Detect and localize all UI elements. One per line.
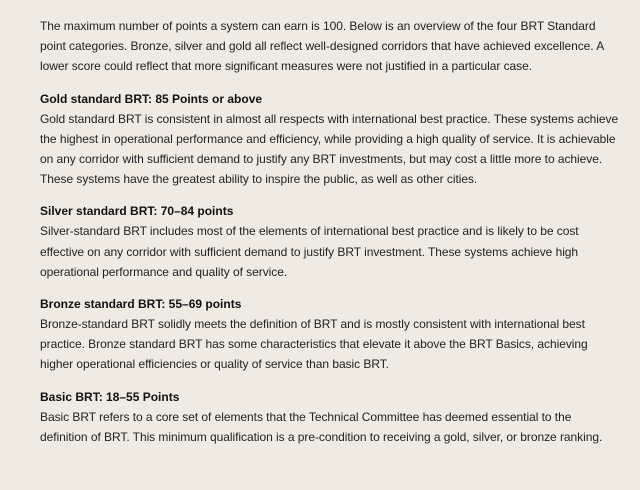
section-heading-gold: Gold standard BRT: 85 Points or above [40, 91, 263, 106]
section-heading-basic: Basic BRT: 18–55 Points [40, 389, 180, 404]
section-gold [40, 89, 622, 190]
section-body-gold: Gold standard BRT is consistent in almost all respects with international best practice. These systems achieve the highest in operational performance and efficiency, while providing a high quality of service. It is achievable on any corridor with sufficient demand to justify any BRT investments, but may cost a little more to achieve. These systems have the greatest ability to inspire the public, as well as other cities. [40, 111, 619, 187]
section-silver [40, 201, 622, 282]
section-body-silver: Silver-standard BRT includes most of the elements of international best practice and is likely to be cost effective on any corridor with sufficient demand to justify BRT investment. These systems achieve high operational performance and quality of service. [40, 224, 579, 279]
section-body-basic: Basic BRT refers to a core set of elements that the Technical Committee has deemed essential to the definition of BRT. This minimum qualification is a pre-condition to receiving a gold, silver, or bronze ranking. [40, 409, 603, 444]
section-basic [40, 387, 622, 447]
section-heading-silver: Silver standard BRT: 70–84 points [40, 204, 234, 219]
intro-paragraph: The maximum number of points a system can earn is 100. Below is an overview of the four BRT Standard point categories. Bronze, silver and gold all reflect well-designed corridors that have achieved excellence. A lower score could reflect that more significant measures were not justified in a particular case. [40, 19, 604, 74]
section-heading-bronze: Bronze standard BRT: 55–69 points [40, 297, 242, 312]
section-bronze [40, 294, 622, 375]
section-body-bronze: Bronze-standard BRT solidly meets the definition of BRT and is mostly consistent with international best practice. Bronze standard BRT has some characteristics that elevate it above the BRT Basics, achieving higher operational efficiencies or quality of service than basic BRT. [40, 317, 588, 372]
